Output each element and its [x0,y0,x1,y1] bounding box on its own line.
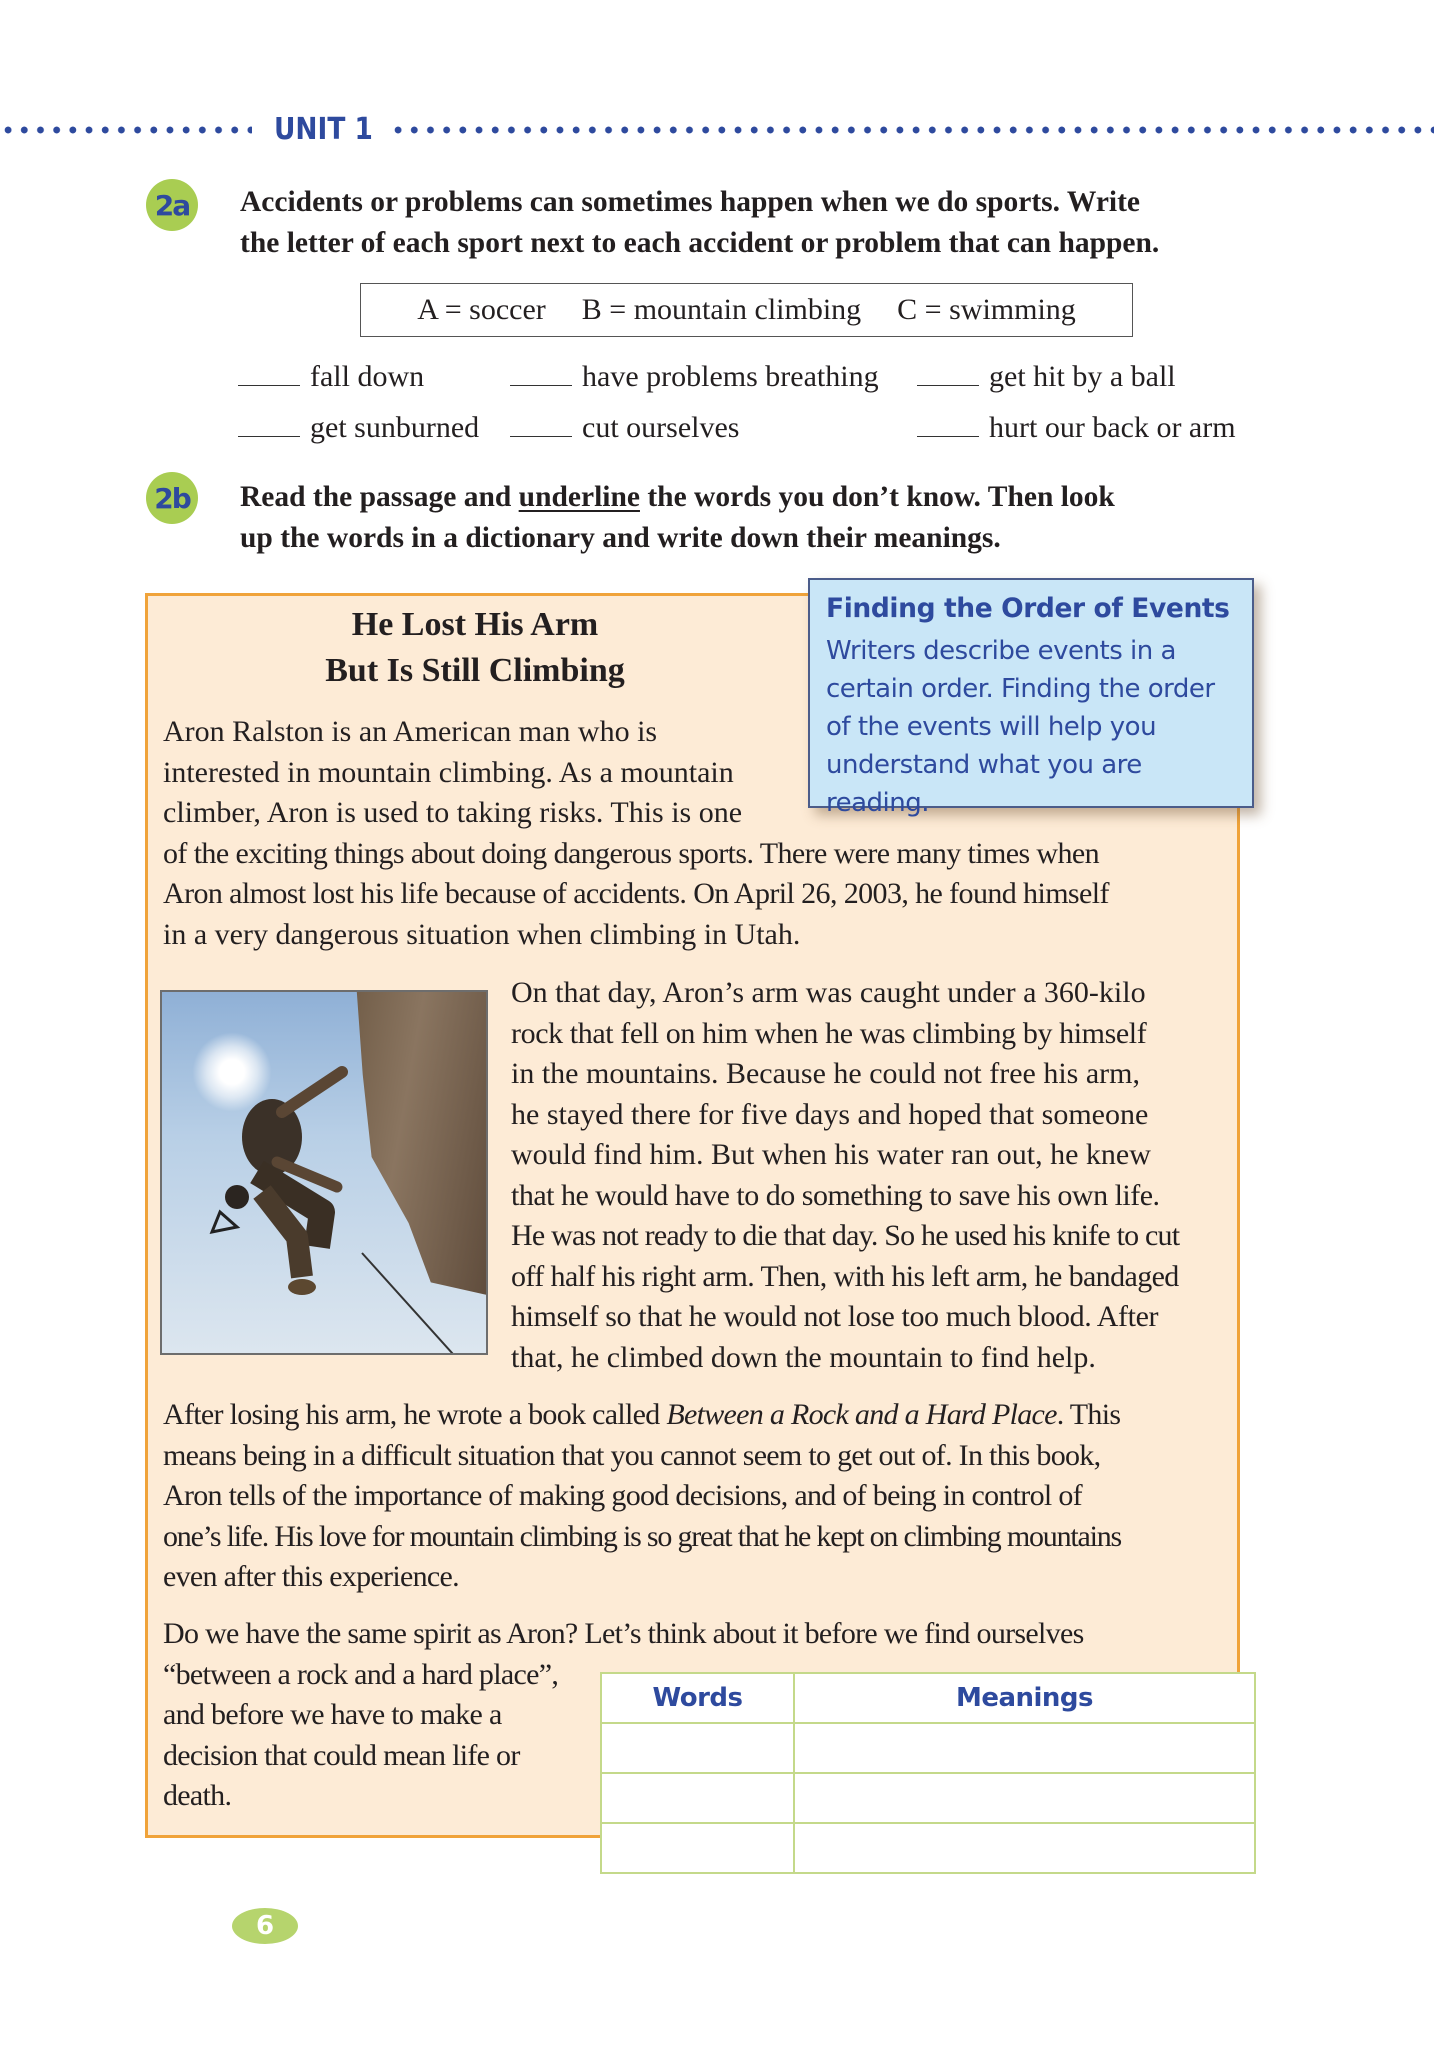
climber-silhouette [202,1062,352,1302]
dotted-rule-right [390,126,1434,134]
key-item-c: C = swimming [897,293,1076,326]
text-line: means being in a difficult situation that you cannot seem to get out of. In this book, [163,1438,1101,1472]
key-item-b: B = mountain climbing [581,293,862,326]
text-line: Aron Ralston is an American man who is [163,715,658,748]
text-span: . This [1056,1398,1121,1431]
text-line: Aron tells of the importance of making good decisions, and of being in control of [163,1479,1082,1512]
item-text: cut ourselves [582,411,740,444]
item-text: have problems breathing [582,360,879,393]
instruction-line [240,477,1115,518]
text-line [163,1395,1121,1436]
unit-header [0,112,1434,146]
text-span: After losing his arm, he wrote a book called [163,1398,667,1431]
text-line: death. [163,1779,232,1812]
word-cell[interactable] [601,1773,794,1823]
text-line: he stayed there for five days and hoped that someone [511,1097,1149,1131]
dotted-rule-left [0,126,252,134]
text-line: He was not ready to die that day. So he used his knife to cut [511,1219,1180,1252]
text-line: climber, Aron is used to taking risks. This is one [163,796,743,829]
text-line: decision that could mean life or [163,1738,520,1772]
words-header: Words [601,1673,794,1723]
tip-line: of the events will help you [826,712,1157,742]
item-text: get sunburned [310,411,480,444]
text-line: himself so that he would not lose too much blood. After [511,1300,1159,1333]
answer-blank[interactable] [510,436,572,437]
title-line: He Lost His Arm [351,606,599,643]
exercise-item [238,411,479,445]
table-row [601,1823,1255,1873]
table-row [601,1773,1255,1823]
exercise-item [238,360,424,394]
climber-photo [160,990,488,1355]
exercise-2b-instruction [240,477,1115,559]
passage-title [160,602,790,694]
word-cell[interactable] [601,1723,794,1773]
meaning-cell[interactable] [794,1773,1255,1823]
item-text: hurt our back or arm [989,411,1236,444]
vocabulary-table [600,1672,1256,1874]
text-line: interested in mountain climbing. As a mountain [163,755,734,789]
exercise-2a-instruction [240,182,1159,264]
text-line: “between a rock and a hard place”, [163,1657,559,1691]
exercise-item [917,411,1236,445]
text-line: in a very dangerous situation when climbing in Utah. [163,917,801,951]
tip-line: Writers describe events in a [826,636,1176,666]
sport-key-box [360,283,1133,337]
text-line: On that day, Aron’s arm was caught under a 360-kilo [511,976,1146,1009]
item-text: get hit by a ball [989,360,1176,393]
item-text: fall down [310,360,425,393]
answer-blank[interactable] [917,385,979,386]
text-line: would find him. But when his water ran out, he knew [511,1138,1151,1171]
meaning-cell[interactable] [794,1823,1255,1873]
exercise-item [917,360,1176,394]
underlined-word: underline [518,481,640,513]
instruction-line: Accidents or problems can sometimes happen when we do sports. Write [240,186,1141,218]
answer-blank[interactable] [238,436,300,437]
instruction-line: the letter of each sport next to each accident or problem that can happen. [240,227,1160,259]
meaning-cell[interactable] [794,1723,1255,1773]
text-line: that, he climbed down the mountain to find help. [511,1340,1096,1374]
instruction-line: up the words in a dictionary and write down their meanings. [240,522,1001,554]
text-line: off half his right arm. Then, with his left arm, he bandaged [511,1259,1179,1293]
answer-blank[interactable] [917,436,979,437]
text-line: even after this experience. [163,1560,459,1593]
tip-line: certain order. Finding the order [826,674,1215,704]
exercise-2a-badge: 2a [146,179,198,231]
book-title: Between a Rock and a Hard Place [666,1398,1057,1431]
exercise-2b-badge: 2b [146,472,198,524]
answer-blank[interactable] [238,385,300,386]
page-number: 6 [232,1908,298,1944]
tip-title: Finding the Order of Events [826,593,1230,624]
word-cell[interactable] [601,1823,794,1873]
text-line: Aron almost lost his life because of accidents. On April 26, 2003, he found himself [163,877,1109,910]
meanings-header: Meanings [794,1673,1255,1723]
answer-blank[interactable] [510,385,572,386]
text-line: and before we have to make a [163,1698,502,1731]
passage-paragraph-2 [511,973,1179,1378]
text-line: in the mountains. Because he could not free his arm, [511,1057,1140,1090]
text-line: of the exciting things about doing dangerous sports. There were many times when [163,836,1099,870]
exercise-item [510,411,739,445]
key-item-a: A = soccer [417,293,546,326]
tip-line: understand what you are reading. [826,750,1142,818]
text-line: rock that fell on him when he was climbing by himself [511,1016,1147,1050]
instruction-text: the words you don’t know. Then look [639,481,1115,513]
instruction-text: Read the passage and [240,481,519,513]
rock-face [342,992,488,1322]
text-line: that he would have to do something to save his own life. [511,1178,1160,1212]
reading-tip-box [808,578,1254,818]
unit-title: UNIT 1 [274,112,373,147]
passage-paragraph-3 [163,1395,1121,1598]
exercise-item [510,360,879,394]
table-row [601,1723,1255,1773]
text-line: one’s life. His love for mountain climbing is so great that he kept on climbing mountains [163,1519,1122,1553]
table-header-row [601,1673,1255,1723]
tip-body [826,632,1236,822]
title-line: But Is Still Climbing [325,652,625,689]
text-line: Do we have the same spirit as Aron? Let’s think about it before we find ourselves [163,1617,1084,1650]
